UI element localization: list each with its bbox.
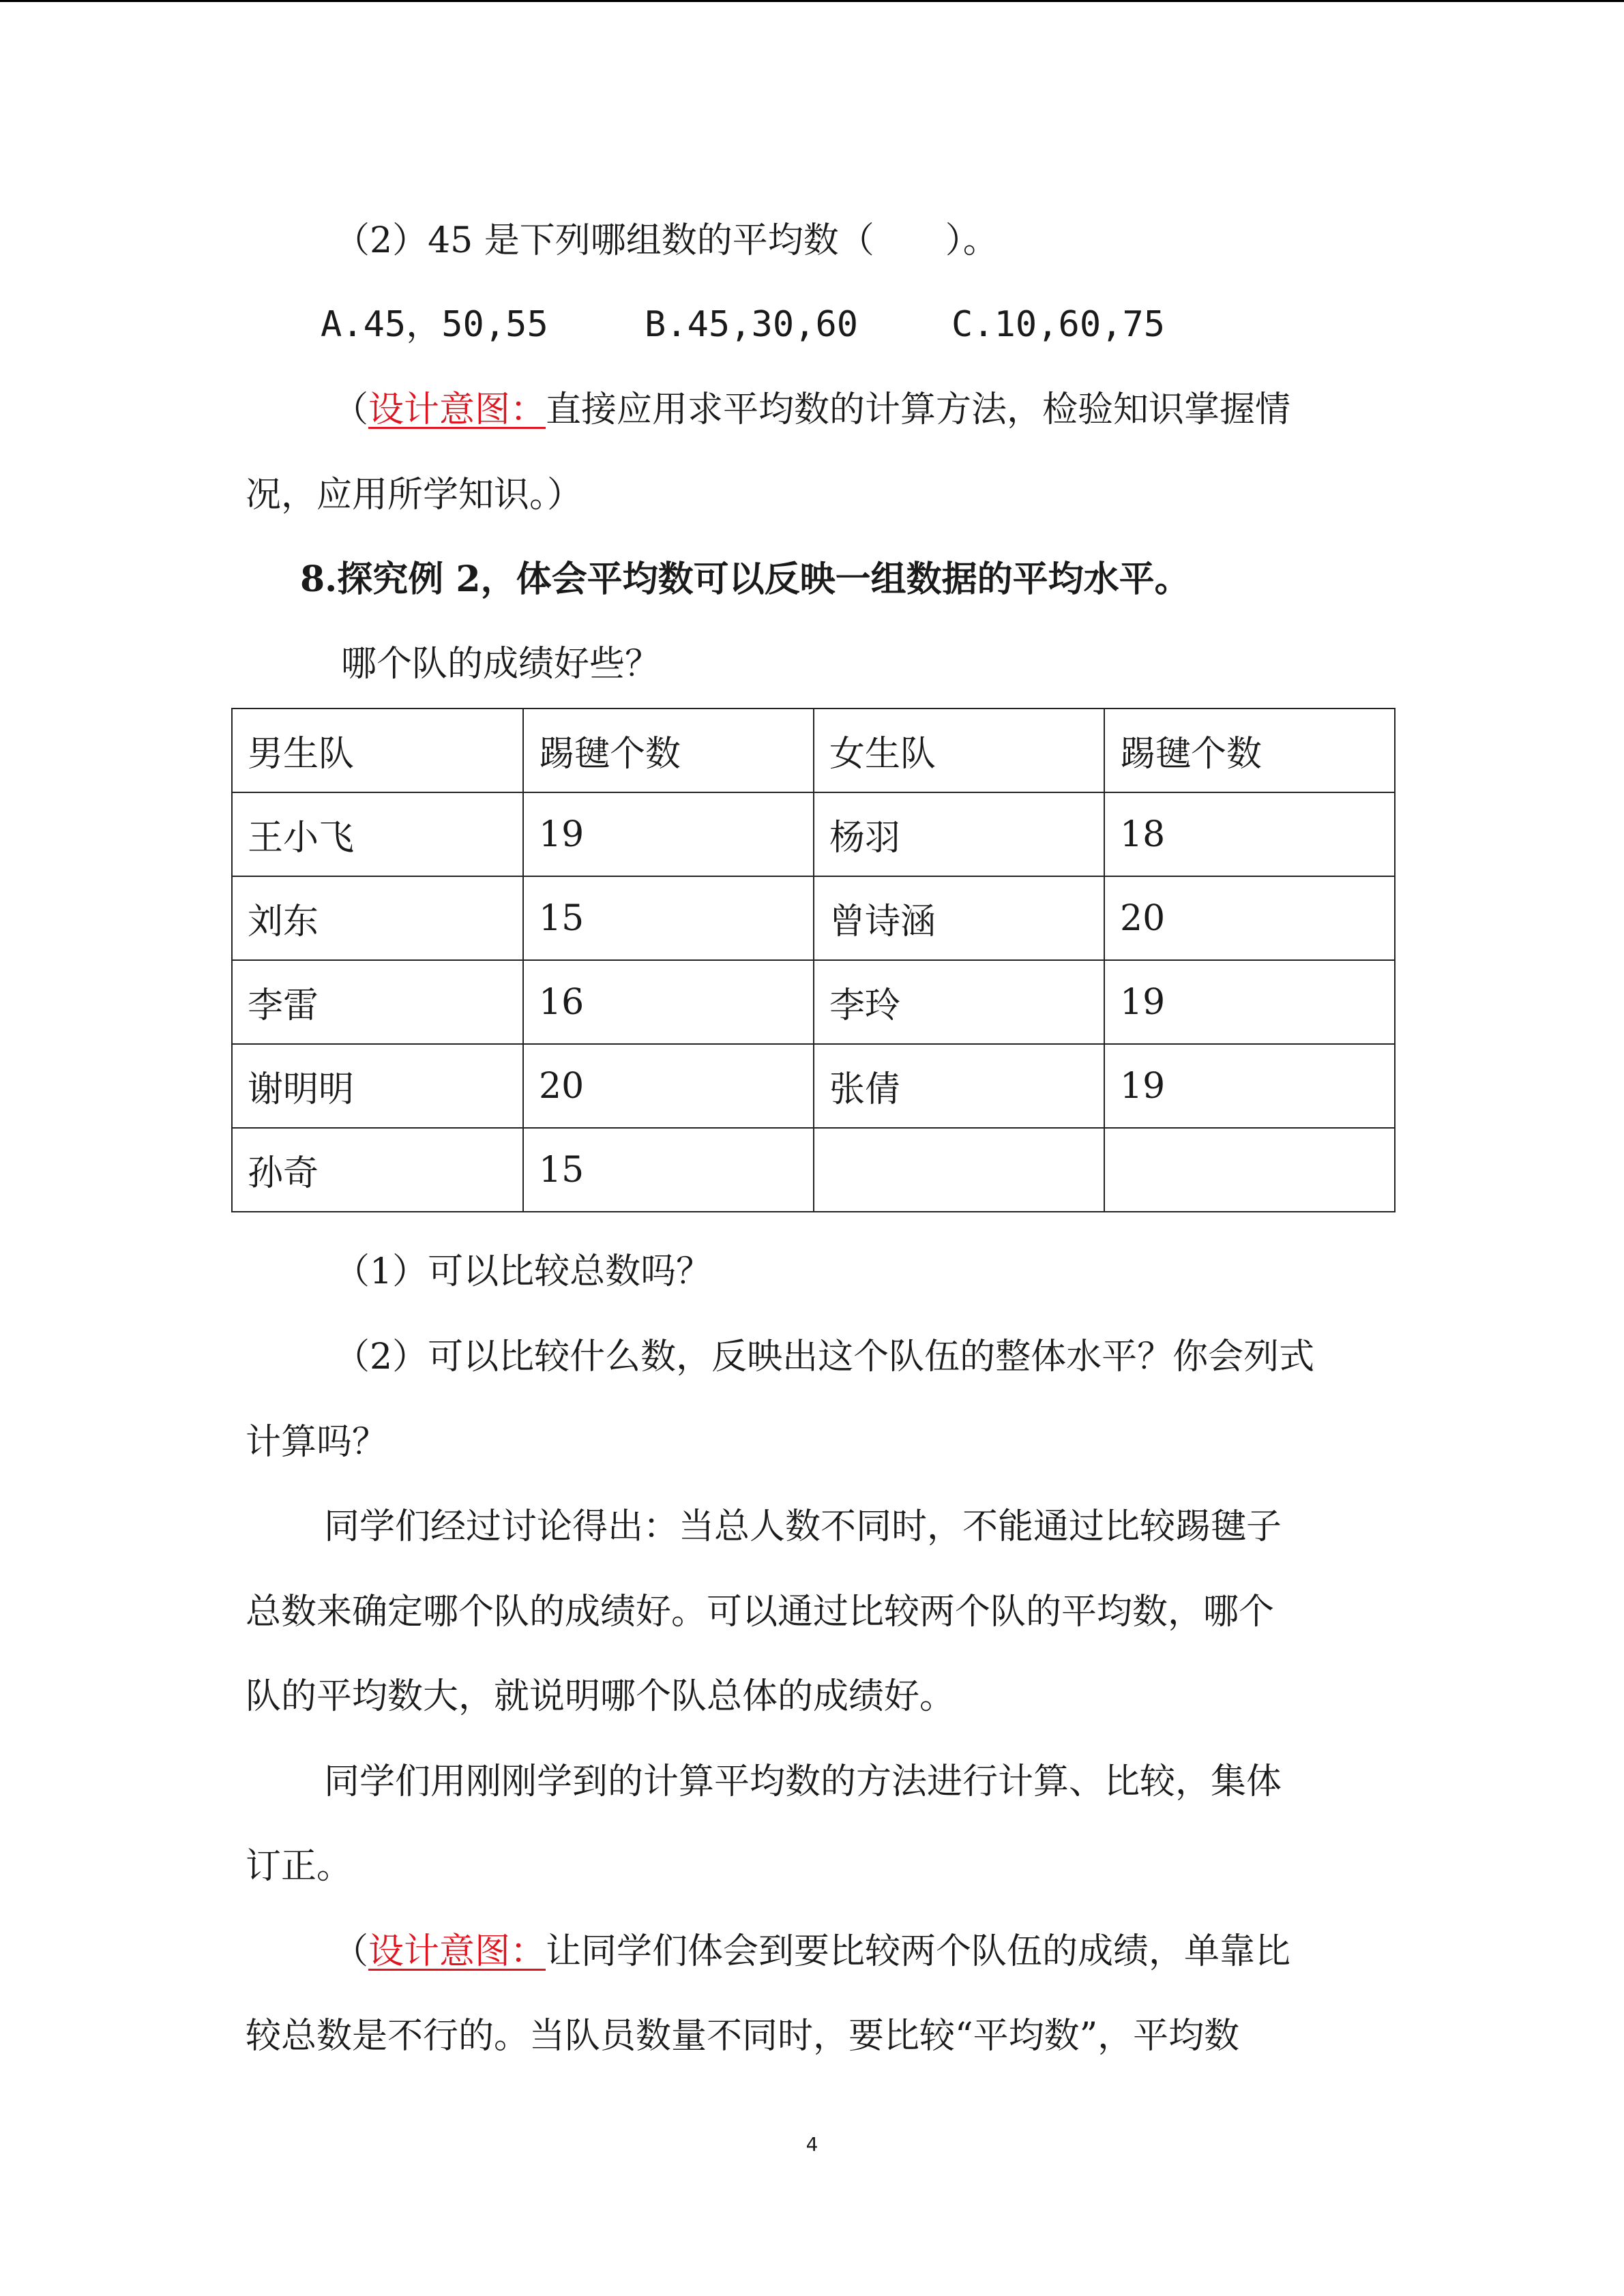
table-cell: 李玲	[814, 960, 1104, 1044]
header-boys-team: 男生队	[232, 709, 523, 792]
table-cell: 李雷	[232, 960, 523, 1044]
option-c: C.10,60,75	[951, 304, 1166, 345]
design-intent-1-text1: 直接应用求平均数的计算方法，检验知识掌握情	[546, 389, 1291, 430]
discussion-line3: 队的平均数大，就说明哪个队总体的成绩好。	[246, 1676, 956, 1717]
header-girls-team: 女生队	[814, 709, 1104, 792]
table-cell: 曾诗涵	[814, 876, 1104, 960]
table-cell: 孙奇	[232, 1128, 523, 1212]
table-cell: 19	[1104, 1044, 1395, 1128]
table-cell: 张倩	[814, 1044, 1104, 1128]
shuttlecock-table	[231, 708, 1396, 1212]
table-cell: 20	[523, 1044, 814, 1128]
design-intent-1-line2: 况，应用所学知识。）	[246, 475, 583, 516]
table-cell: 15	[523, 1128, 814, 1212]
discussion-line2: 总数来确定哪个队的成绩好。可以通过比较两个队的平均数，哪个	[246, 1592, 1275, 1632]
page-number: 4	[806, 2133, 818, 2156]
table-row	[232, 1128, 1395, 1212]
option-a: A.45，50,55	[321, 304, 548, 345]
design-intent-2-label: 设计意图：	[368, 1931, 546, 1972]
question-2-line1: （2）可以比较什么数，反映出这个队伍的整体水平？你会列式	[334, 1337, 1315, 1377]
table-cell: 18	[1104, 792, 1395, 876]
table-cell: 16	[523, 960, 814, 1044]
table-cell: 刘东	[232, 876, 523, 960]
question-2-line2: 计算吗？	[246, 1422, 388, 1463]
table-cell: 19	[523, 792, 814, 876]
design-intent-2-line2: 较总数是不行的。当队员数量不同时，要比较“平均数”，平均数	[246, 2016, 1240, 2057]
design-intent-2-text1: 让同学们体会到要比较两个队伍的成绩，单靠比	[546, 1931, 1291, 1972]
design-intent-2-line1	[333, 1931, 1290, 1972]
calc-line1: 同学们用刚刚学到的计算平均数的方法进行计算、比较，集体	[324, 1761, 1282, 1802]
option-b: B.45,30,60	[645, 304, 859, 345]
q2-question: （2）45 是下列哪组数的平均数（ ）。	[334, 220, 999, 261]
design-intent-1-open: （	[333, 389, 369, 430]
table-cell: 20	[1104, 876, 1395, 960]
design-intent-2-open: （	[333, 1931, 369, 1972]
table-row	[232, 792, 1395, 876]
header-girls-kicks: 踢毽个数	[1104, 709, 1395, 792]
table-cell: 王小飞	[232, 792, 523, 876]
top-border-rule	[0, 0, 1624, 2]
table-cell: 谢明明	[232, 1044, 523, 1128]
table-row	[232, 876, 1395, 960]
table-row	[232, 960, 1395, 1044]
discussion-line1: 同学们经过讨论得出：当总人数不同时，不能通过比较踢毽子	[324, 1506, 1282, 1547]
table-cell: 杨羽	[814, 792, 1104, 876]
table-cell: 19	[1104, 960, 1395, 1044]
table-row	[232, 1044, 1395, 1128]
header-boys-kicks: 踢毽个数	[523, 709, 814, 792]
table-cell	[1104, 1128, 1395, 1212]
design-intent-1-line1	[333, 389, 1290, 430]
table-cell: 15	[523, 876, 814, 960]
table-cell	[814, 1128, 1104, 1212]
design-intent-1-label: 设计意图：	[368, 389, 546, 430]
section-8-heading: 8.探究例 2，体会平均数可以反映一组数据的平均水平。	[300, 558, 1190, 600]
question-1: （1）可以比较总数吗？	[334, 1251, 712, 1292]
calc-line2: 订正。	[246, 1846, 353, 1887]
table-header-row	[232, 709, 1395, 792]
section-8-subquestion: 哪个队的成绩好些？	[341, 644, 661, 685]
